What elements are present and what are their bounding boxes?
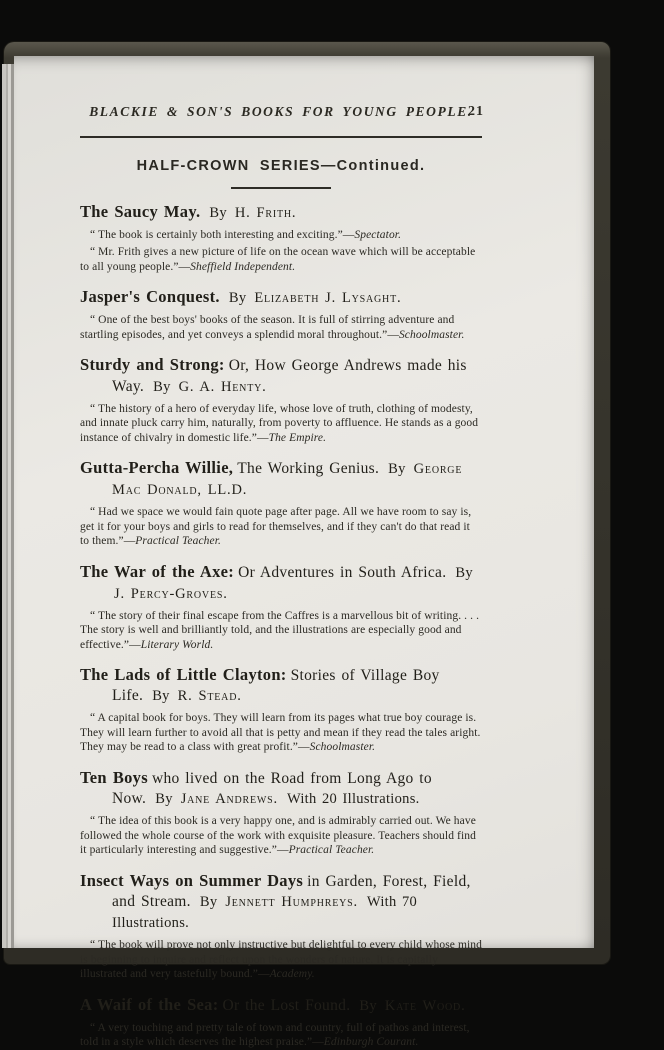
entry-title-main: The Saucy May. (80, 202, 201, 221)
review-source: Edinburgh Courant. (323, 1036, 419, 1049)
review-text: “ One of the best boys' books of the season. It is full of stirring adventure and startling episodes, and yet conveys a splendid moral throughout.”— (80, 314, 455, 341)
review-source: Academy. (269, 968, 315, 981)
book-entry (80, 871, 482, 982)
review-source: Sheffield Independent. (190, 260, 296, 273)
entry-author: G. A. Henty. (178, 378, 267, 395)
entry-illustrations-note: With 20 Illustrations. (286, 791, 420, 808)
book-entry (80, 562, 482, 652)
page-stack-fore-edge (0, 64, 14, 948)
book-entry (80, 202, 482, 274)
entry-title (80, 287, 482, 308)
review-source: Literary World. (140, 638, 214, 651)
review-source: Practical Teacher. (135, 535, 221, 548)
review-text: “ Had we space we would fain quote page after page. All we have room to say is, get it for your boys and girls to read for themselves, and if they can't do that read it to them.”— (80, 506, 472, 548)
entry-subtitle: who lived on the Road from Long Ago to Now. (112, 769, 432, 808)
running-title: BLACKIE & SON'S BOOKS FOR YOUNG PEOPLE. (89, 104, 473, 119)
review-quote (80, 402, 482, 445)
review-text: “ The book will prove not only instructive but delightful to every child whose mind is beginning to inquire and reflect upon the wonders of nature. It is capitally illustrated and very tastefully bound.”— (80, 939, 482, 981)
review-quote (80, 1021, 482, 1050)
entry-title-main: Sturdy and Strong: (80, 355, 225, 375)
entry-author: Kate Wood. (384, 997, 466, 1014)
review-quote (80, 228, 482, 242)
entry-title-main: Insect Ways on Summer Days (80, 870, 304, 890)
entry-title (80, 562, 482, 604)
entry-by-label: By (199, 894, 218, 911)
entry-author: George Mac Donald, LL.D. (112, 461, 463, 499)
series-heading: HALF-CROWN SERIES—Continued. (136, 158, 426, 174)
entry-title-main: The Lads of Little Clayton: (80, 665, 287, 685)
entry-title (80, 871, 482, 933)
review-source: Schoolmaster. (309, 741, 376, 754)
review-quote (80, 711, 482, 754)
entry-subtitle: The Working Genius. (237, 460, 380, 478)
review-quote (80, 814, 482, 857)
scanned-book-page (14, 56, 594, 1049)
review-quote (80, 505, 482, 548)
entry-title (80, 768, 482, 809)
entry-title (80, 355, 482, 396)
header-rule (80, 136, 482, 138)
book-entry (80, 768, 482, 858)
entry-title-main: Ten Boys (80, 767, 148, 787)
entry-title-main: The War of the Axe: (80, 561, 235, 581)
entry-by-label: By (152, 688, 170, 705)
entry-title (80, 665, 482, 706)
entry-title (80, 202, 482, 223)
entry-subtitle: Stories of Village Boy Life. (112, 667, 440, 705)
series-heading-rule (231, 187, 331, 189)
entry-by-label: By (228, 290, 247, 307)
book-entry (80, 287, 482, 342)
entry-title-main: Jasper's Conquest. (80, 287, 220, 307)
entry-title (80, 458, 482, 500)
entry-author: J. Percy-Groves. (114, 585, 228, 602)
entry-by-label: By (155, 791, 173, 808)
review-source: Spectator. (354, 228, 402, 241)
page-content (80, 104, 482, 1050)
review-text: “ The story of their final escape from the Caffres is a marvellous bit of writing. . . . The story is well and brilliantly told, and the illustrations are especially good and effective.”— (80, 609, 480, 651)
entry-by-label: By (359, 997, 377, 1014)
catalog-entries (80, 202, 482, 1050)
book-entry (80, 355, 482, 445)
review-text: “ The idea of this book is a very happy one, and is admirably carried out. We have followed the whole course of the work with exquisite pleasure. Teachers should find it particularly interesting and suggestive.”— (80, 815, 476, 857)
book-entry (80, 995, 482, 1050)
review-quote (80, 938, 482, 981)
entry-title (80, 995, 482, 1016)
entry-by-label: By (209, 205, 227, 221)
entry-author: Elizabeth J. Lysaght. (254, 290, 402, 307)
running-header (80, 104, 482, 124)
review-text: “ The book is certainly both interesting and exciting.”— (90, 228, 355, 241)
entry-title-main: A Waif of the Sea: (80, 994, 219, 1014)
review-quote (80, 609, 482, 652)
entry-author: Jennett Humphreys. (225, 894, 358, 911)
review-source: Schoolmaster. (398, 328, 465, 341)
page-number: 21 (468, 104, 484, 119)
entry-by-label: By (455, 564, 473, 581)
entry-by-label: By (153, 378, 171, 395)
entry-author: R. Stead. (177, 688, 242, 705)
review-source: The Empire. (268, 431, 327, 444)
book-entry (80, 665, 482, 755)
entry-subtitle: Or the Lost Found. (222, 996, 351, 1014)
entry-author: H. Frith. (234, 205, 297, 221)
review-text: “ Mr. Frith gives a new picture of life on the ocean wave which will be acceptable to all young people.”— (80, 246, 476, 273)
entry-author: Jane Andrews. (180, 791, 278, 808)
review-text: “ The history of a hero of everyday life, whose love of truth, clothing of modesty, and innate pluck carry him, naturally, from poverty to affluence. He stands as a good instance of chivalry in domestic life.”— (80, 402, 479, 444)
review-text: “ A capital book for boys. They will learn from its pages what true boy courage is. They will learn further to avoid all that is petty and mean if they read the tales aright. They may be read to a class with great profit.”— (80, 712, 481, 754)
entry-by-label: By (388, 461, 406, 478)
review-quote (80, 313, 482, 342)
entry-illustrations-note: With 70 Illustrations. (112, 894, 418, 932)
review-text: “ A very touching and pretty tale of town and country, full of pathos and interest, told in a style which deserves the highest praise.”— (80, 1021, 470, 1049)
entry-subtitle: Or Adventures in South Africa. (238, 563, 447, 581)
book-entry (80, 458, 482, 548)
entry-title-main: Gutta-Percha Willie, (80, 458, 234, 478)
entry-subtitle: Or, How George Andrews made his Way. (112, 357, 467, 395)
review-source: Practical Teacher. (288, 844, 375, 857)
entry-subtitle: in Garden, Forest, Field, and Stream. (112, 872, 471, 911)
review-quote (80, 245, 482, 274)
